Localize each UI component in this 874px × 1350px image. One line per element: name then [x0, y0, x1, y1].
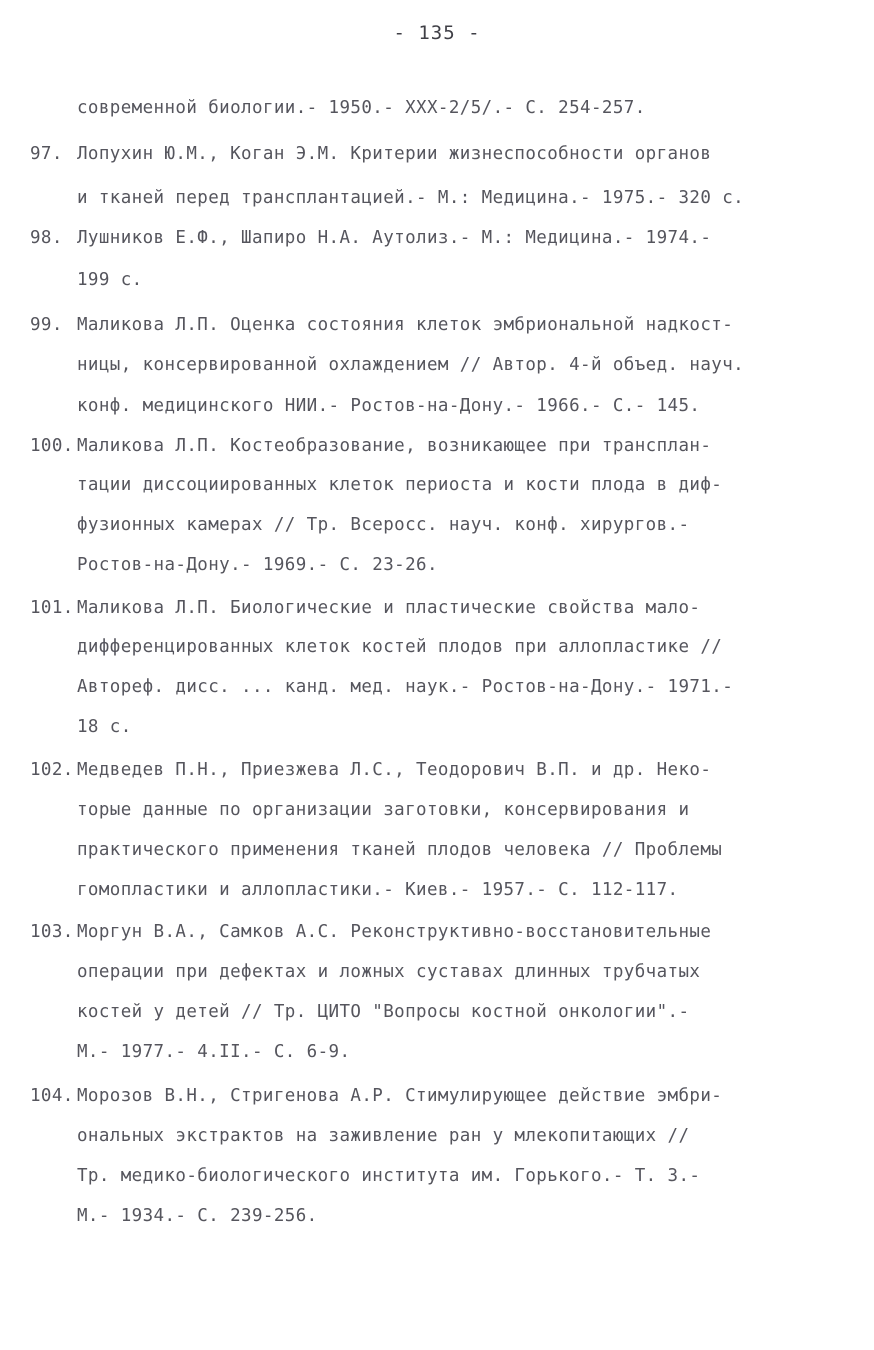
- reference-line: и тканей перед трансплантацией.- М.: Медицина.- 1975.- 320 с.: [77, 188, 745, 208]
- reference-number: 101.: [30, 598, 74, 618]
- reference-line: Лопухин Ю.М., Коган Э.М. Критерии жизнеспособности органов: [77, 144, 712, 164]
- reference-line: гомопластики и аллопластики.- Киев.- 1957.- С. 112-117.: [77, 880, 679, 900]
- reference-line: конф. медицинского НИИ.- Ростов-на-Дону.- 1966.- С.- 145.: [77, 396, 701, 416]
- reference-line: фузионных камерах // Тр. Всеросс. науч. конф. хирургов.-: [77, 515, 690, 535]
- reference-line: 18 с.: [77, 717, 132, 737]
- reference-line: операции при дефектах и ложных суставах длинных трубчатых: [77, 962, 701, 982]
- reference-line: ницы, консервированной охлаждением // Автор. 4-й объед. науч.: [77, 355, 745, 375]
- reference-line: практического применения тканей плодов человека // Проблемы: [77, 840, 723, 860]
- reference-line: Автореф. дисс. ... канд. мед. наук.- Ростов-на-Дону.- 1971.-: [77, 677, 734, 697]
- reference-line: М.- 1934.- С. 239-256.: [77, 1206, 318, 1226]
- reference-line: тации диссоциированных клеток периоста и кости плода в диф-: [77, 475, 723, 495]
- reference-line: костей у детей // Тр. ЦИТО "Вопросы костной онкологии".-: [77, 1002, 690, 1022]
- reference-line: Маликова Л.П. Биологические и пластические свойства мало-: [77, 598, 701, 618]
- reference-line: ональных экстрактов на заживление ран у млекопитающих //: [77, 1126, 690, 1146]
- reference-line: торые данные по организации заготовки, консервирования и: [77, 800, 690, 820]
- reference-number: 97.: [30, 144, 63, 164]
- reference-line: Моргун В.А., Самков А.С. Реконструктивно-восстановительные: [77, 922, 712, 942]
- page-number: - 135 -: [393, 22, 481, 44]
- reference-line: Морозов В.Н., Стригенова А.Р. Стимулирующее действие эмбри-: [77, 1086, 723, 1106]
- reference-number: 100.: [30, 436, 74, 456]
- reference-number: 99.: [30, 315, 63, 335]
- reference-line: Медведев П.Н., Приезжева Л.С., Теодорович В.П. и др. Неко-: [77, 760, 712, 780]
- reference-number: 102.: [30, 760, 74, 780]
- reference-number: 98.: [30, 228, 63, 248]
- reference-line: Лушников Е.Ф., Шапиро Н.А. Аутолиз.- М.: Медицина.- 1974.-: [77, 228, 712, 248]
- reference-line: Маликова Л.П. Оценка состояния клеток эмбриональной надкост-: [77, 315, 734, 335]
- reference-line: Тр. медико-биологического института им. Горького.- Т. 3.-: [77, 1166, 701, 1186]
- reference-line: Маликова Л.П. Костеобразование, возникающее при трансплан-: [77, 436, 712, 456]
- reference-line: современной биологии.- 1950.- XXX-2/5/.- С. 254-257.: [77, 98, 646, 118]
- reference-line: Ростов-на-Дону.- 1969.- С. 23-26.: [77, 555, 438, 575]
- reference-line: дифференцированных клеток костей плодов при аллопластике //: [77, 637, 723, 657]
- reference-number: 104.: [30, 1086, 74, 1106]
- reference-line: М.- 1977.- 4.II.- С. 6-9.: [77, 1042, 351, 1062]
- reference-number: 103.: [30, 922, 74, 942]
- reference-line: 199 с.: [77, 270, 143, 290]
